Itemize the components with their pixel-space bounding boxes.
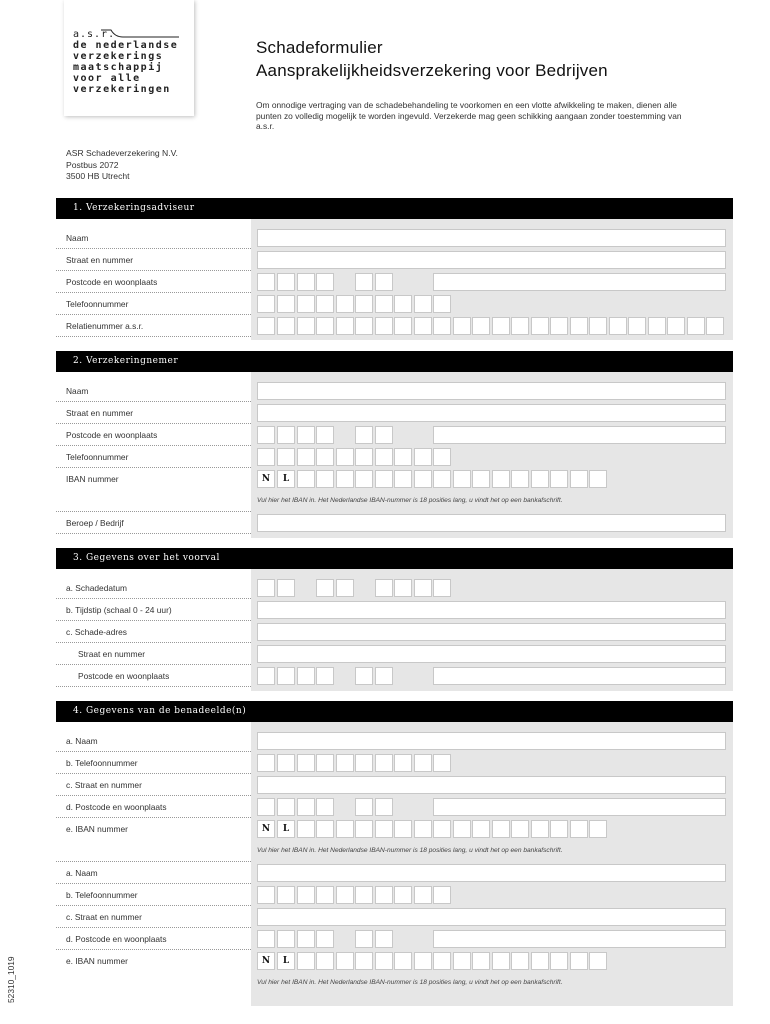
form-title: Schadeformulier [256,38,383,57]
iban-cell[interactable] [492,820,510,838]
iban-cell[interactable] [531,952,549,970]
logo-line-2: verzekerings [73,51,164,62]
relatienummer-cell[interactable] [687,317,705,335]
label-benadeelde2-postcode: d. Postcode en woonplaats [66,934,167,944]
iban-cell[interactable] [531,470,549,488]
iban-cell[interactable] [414,952,432,970]
telefoon-digit-cell[interactable] [277,448,295,466]
telefoon-digit-cell[interactable] [394,448,412,466]
telefoon-digit-cell[interactable] [297,448,315,466]
iban-cell[interactable] [511,470,529,488]
asr-logo [64,0,194,116]
relatienummer-cell[interactable] [570,317,588,335]
postcode-digit-cell[interactable] [297,273,315,291]
telefoon-digit-cell[interactable] [316,754,334,772]
telefoon-digit-cell[interactable] [336,754,354,772]
iban-cell[interactable] [453,470,471,488]
telefoon-digit-cell[interactable] [257,295,275,313]
telefoon-digit-cell[interactable] [414,295,432,313]
iban-country-l: L [282,474,290,484]
label-nemer-postcode: Postcode en woonplaats [66,430,158,440]
return-address [66,148,178,183]
iban-country-l: L [282,824,290,834]
telefoon-digit-cell[interactable] [257,754,275,772]
postcode-digit-cell[interactable] [297,426,315,444]
iban-cell[interactable] [492,952,510,970]
postcode-digit-cell[interactable] [297,930,315,948]
adviseur-straat-input[interactable] [257,251,726,269]
benadeelde2-iban-note: Vul hier het IBAN in. Het Nederlandse IBAN-nummer is 18 posities lang, u vindt het op een bankafschrift. [257,979,563,986]
date-day-cell[interactable] [277,579,295,597]
logo-swoosh-icon [101,29,181,39]
iban-cell[interactable] [355,952,373,970]
relatienummer-cell[interactable] [433,317,451,335]
postcode-digit-cell[interactable] [297,667,315,685]
telefoon-digit-cell[interactable] [297,295,315,313]
iban-cell[interactable] [316,470,334,488]
date-year-cell[interactable] [414,579,432,597]
label-schade-postcode: Postcode en woonplaats [78,671,170,681]
iban-cell[interactable] [511,820,529,838]
postcode-letter-cell[interactable] [355,426,373,444]
postcode-digit-cell[interactable] [277,426,295,444]
telefoon-digit-cell[interactable] [433,448,451,466]
beroep-input[interactable] [257,514,726,532]
label-benadeelde1-straat: c. Straat en nummer [66,780,142,790]
schade-adres-input[interactable] [257,623,726,641]
iban-cell[interactable] [336,820,354,838]
postcode-letter-cell[interactable] [375,667,393,685]
iban-cell[interactable] [433,820,451,838]
section-4-header: 4. Gegevens van de benadeelde(n) [56,701,733,722]
telefoon-digit-cell[interactable] [257,448,275,466]
telefoon-digit-cell[interactable] [355,754,373,772]
iban-cell[interactable] [550,952,568,970]
iban-cell[interactable] [414,470,432,488]
telefoon-digit-cell[interactable] [355,886,373,904]
telefoon-digit-cell[interactable] [316,295,334,313]
section-2-header: 2. Verzekeringnemer [56,351,733,372]
benadeelde2-naam-input[interactable] [257,864,726,882]
date-year-cell[interactable] [375,579,393,597]
telefoon-digit-cell[interactable] [277,295,295,313]
postcode-digit-cell[interactable] [277,930,295,948]
form-subtitle: Aansprakelijkheidsverzekering voor Bedrijven [256,61,608,80]
iban-cell[interactable] [531,820,549,838]
telefoon-digit-cell[interactable] [297,886,315,904]
relatienummer-cell[interactable] [511,317,529,335]
logo-short-name: a.s.r. [73,29,116,40]
iban-cell[interactable] [511,952,529,970]
iban-cell[interactable] [453,820,471,838]
label-benadeelde1-postcode: d. Postcode en woonplaats [66,802,167,812]
label-benadeelde2-naam: a. Naam [66,868,98,878]
iban-cell[interactable] [589,470,607,488]
benadeelde1-straat-input[interactable] [257,776,726,794]
label-adviseur-naam: Naam [66,233,89,243]
label-adviseur-postcode: Postcode en woonplaats [66,277,158,287]
iban-cell[interactable] [316,952,334,970]
postcode-letter-cell[interactable] [355,273,373,291]
document-code: 52310_1019 [6,956,16,1003]
telefoon-digit-cell[interactable] [414,754,432,772]
iban-country-n: N [261,956,271,966]
telefoon-digit-cell[interactable] [433,754,451,772]
iban-cell[interactable] [570,470,588,488]
postcode-digit-cell[interactable] [316,273,334,291]
postcode-digit-cell[interactable] [257,930,275,948]
iban-country-l: L [282,956,290,966]
date-year-cell[interactable] [394,579,412,597]
telefoon-digit-cell[interactable] [316,448,334,466]
iban-cell[interactable] [375,470,393,488]
label-benadeelde2-straat: c. Straat en nummer [66,912,142,922]
postcode-letter-cell[interactable] [375,798,393,816]
relatienummer-cell[interactable] [336,317,354,335]
relatienummer-cell[interactable] [375,317,393,335]
iban-cell[interactable] [414,820,432,838]
benadeelde1-naam-input[interactable] [257,732,726,750]
telefoon-digit-cell[interactable] [375,448,393,466]
iban-cell[interactable] [355,820,373,838]
postcode-letter-cell[interactable] [375,426,393,444]
benadeelde1-woonplaats-input[interactable] [433,798,726,816]
iban-cell[interactable] [472,820,490,838]
telefoon-digit-cell[interactable] [355,295,373,313]
postcode-letter-cell[interactable] [375,930,393,948]
postcode-letter-cell[interactable] [355,798,373,816]
iban-cell[interactable] [394,470,412,488]
label-nemer-iban: IBAN nummer [66,474,119,484]
iban-cell[interactable] [472,952,490,970]
postcode-letter-cell[interactable] [375,273,393,291]
schade-straat-input[interactable] [257,645,726,663]
postcode-letter-cell[interactable] [355,667,373,685]
iban-cell[interactable] [394,952,412,970]
postcode-digit-cell[interactable] [257,667,275,685]
relatienummer-cell[interactable] [648,317,666,335]
telefoon-digit-cell[interactable] [355,448,373,466]
iban-cell[interactable] [297,820,315,838]
relatienummer-cell[interactable] [609,317,627,335]
iban-cell[interactable] [297,952,315,970]
iban-cell[interactable] [394,820,412,838]
telefoon-digit-cell[interactable] [394,886,412,904]
postcode-digit-cell[interactable] [316,798,334,816]
telefoon-digit-cell[interactable] [433,295,451,313]
iban-cell[interactable] [375,952,393,970]
relatienummer-cell[interactable] [589,317,607,335]
iban-cell[interactable] [453,952,471,970]
iban-cell[interactable] [336,952,354,970]
relatienummer-cell[interactable] [531,317,549,335]
iban-cell[interactable] [433,952,451,970]
telefoon-digit-cell[interactable] [375,886,393,904]
relatienummer-cell[interactable] [257,317,275,335]
iban-cell[interactable] [589,820,607,838]
telefoon-digit-cell[interactable] [257,886,275,904]
iban-cell[interactable] [550,820,568,838]
benadeelde2-straat-input[interactable] [257,908,726,926]
telefoon-digit-cell[interactable] [336,886,354,904]
telefoon-digit-cell[interactable] [375,754,393,772]
relatienummer-cell[interactable] [492,317,510,335]
postcode-digit-cell[interactable] [316,930,334,948]
date-day-cell[interactable] [257,579,275,597]
label-nemer-straat: Straat en nummer [66,408,134,418]
relatienummer-cell[interactable] [355,317,373,335]
label-benadeelde1-telefoon: b. Telefoonnummer [66,758,138,768]
label-schade-adres: c. Schade-adres [66,627,127,637]
label-schade-straat: Straat en nummer [78,649,146,659]
postcode-digit-cell[interactable] [257,798,275,816]
section-3-header: 3. Gegevens over het voorval [56,548,733,569]
iban-cell[interactable] [316,820,334,838]
iban-cell[interactable] [472,470,490,488]
telefoon-digit-cell[interactable] [414,886,432,904]
label-adviseur-straat: Straat en nummer [66,255,134,265]
benadeelde1-iban-note: Vul hier het IBAN in. Het Nederlandse IBAN-nummer is 18 posities lang, u vindt het op een bankafschrift. [257,847,563,854]
telefoon-digit-cell[interactable] [336,448,354,466]
relatienummer-cell[interactable] [453,317,471,335]
telefoon-digit-cell[interactable] [433,886,451,904]
iban-cell[interactable] [355,470,373,488]
postcode-digit-cell[interactable] [257,273,275,291]
iban-cell[interactable] [589,952,607,970]
section-1-header: 1. Verzekeringsadviseur [56,198,733,219]
label-nemer-telefoon: Telefoonnummer [66,452,129,462]
nemer-straat-input[interactable] [257,404,726,422]
benadeelde2-woonplaats-input[interactable] [433,930,726,948]
nemer-woonplaats-input[interactable] [433,426,726,444]
relatienummer-cell[interactable] [472,317,490,335]
nemer-naam-input[interactable] [257,382,726,400]
adviseur-naam-input[interactable] [257,229,726,247]
label-beroep: Beroep / Bedrijf [66,518,124,528]
date-year-cell[interactable] [433,579,451,597]
label-benadeelde2-iban: e. IBAN nummer [66,956,128,966]
logo-line-1: de nederlandse [73,40,179,51]
intro-text: Om onnodige vertraging van de schadebehandeling te voorkomen en een vlotte afwikkeling te maken, dienen alle punten zo volledig mogelijk te worden ingevuld. Verzekerde mag geen schikking aangaan zonder toestemming van a.s.r. [256,100,682,131]
iban-cell[interactable] [375,820,393,838]
telefoon-digit-cell[interactable] [336,295,354,313]
postcode-digit-cell[interactable] [277,798,295,816]
postcode-digit-cell[interactable] [277,667,295,685]
label-adviseur-telefoon: Telefoonnummer [66,299,129,309]
logo-line-4: voor alle [73,73,141,84]
address-line-2: Postbus 2072 [66,159,119,170]
telefoon-digit-cell[interactable] [277,754,295,772]
telefoon-digit-cell[interactable] [297,754,315,772]
label-schadedatum: a. Schadedatum [66,583,127,593]
telefoon-digit-cell[interactable] [375,295,393,313]
label-benadeelde1-naam: a. Naam [66,736,98,746]
relatienummer-cell[interactable] [550,317,568,335]
schade-woonplaats-input[interactable] [433,667,726,685]
postcode-digit-cell[interactable] [297,798,315,816]
iban-cell[interactable] [433,470,451,488]
relatienummer-cell[interactable] [414,317,432,335]
adviseur-woonplaats-input[interactable] [433,273,726,291]
telefoon-digit-cell[interactable] [316,886,334,904]
label-tijdstip: b. Tijdstip (schaal 0 - 24 uur) [66,605,172,615]
telefoon-digit-cell[interactable] [277,886,295,904]
iban-cell[interactable] [492,470,510,488]
relatienummer-cell[interactable] [667,317,685,335]
iban-country-n: N [261,474,271,484]
address-line-3: 3500 HB Utrecht [66,171,130,181]
iban-cell[interactable] [570,820,588,838]
iban-cell[interactable] [550,470,568,488]
relatienummer-cell[interactable] [316,317,334,335]
logo-line-3: maatschappij [73,62,164,73]
postcode-digit-cell[interactable] [257,426,275,444]
iban-cell[interactable] [297,470,315,488]
relatienummer-cell[interactable] [297,317,315,335]
telefoon-digit-cell[interactable] [394,295,412,313]
label-benadeelde2-telefoon: b. Telefoonnummer [66,890,138,900]
telefoon-digit-cell[interactable] [394,754,412,772]
relatienummer-cell[interactable] [277,317,295,335]
label-nemer-naam: Naam [66,386,89,396]
iban-cell[interactable] [336,470,354,488]
label-relatienummer: Relatienummer a.s.r. [66,321,144,331]
label-benadeelde1-iban: e. IBAN nummer [66,824,128,834]
tijdstip-input[interactable] [257,601,726,619]
nemer-iban-note: Vul hier het IBAN in. Het Nederlandse IBAN-nummer is 18 posities lang, u vindt het op een bankafschrift. [257,497,563,504]
postcode-letter-cell[interactable] [355,930,373,948]
relatienummer-cell[interactable] [394,317,412,335]
telefoon-digit-cell[interactable] [414,448,432,466]
iban-cell[interactable] [570,952,588,970]
iban-country-n: N [261,824,271,834]
address-line-1: ASR Schadeverzekering N.V. [66,148,178,158]
postcode-digit-cell[interactable] [316,426,334,444]
date-month-cell[interactable] [336,579,354,597]
logo-line-5: verzekeringen [73,84,171,95]
postcode-digit-cell[interactable] [316,667,334,685]
relatienummer-cell[interactable] [628,317,646,335]
postcode-digit-cell[interactable] [277,273,295,291]
date-month-cell[interactable] [316,579,334,597]
relatienummer-cell[interactable] [706,317,724,335]
